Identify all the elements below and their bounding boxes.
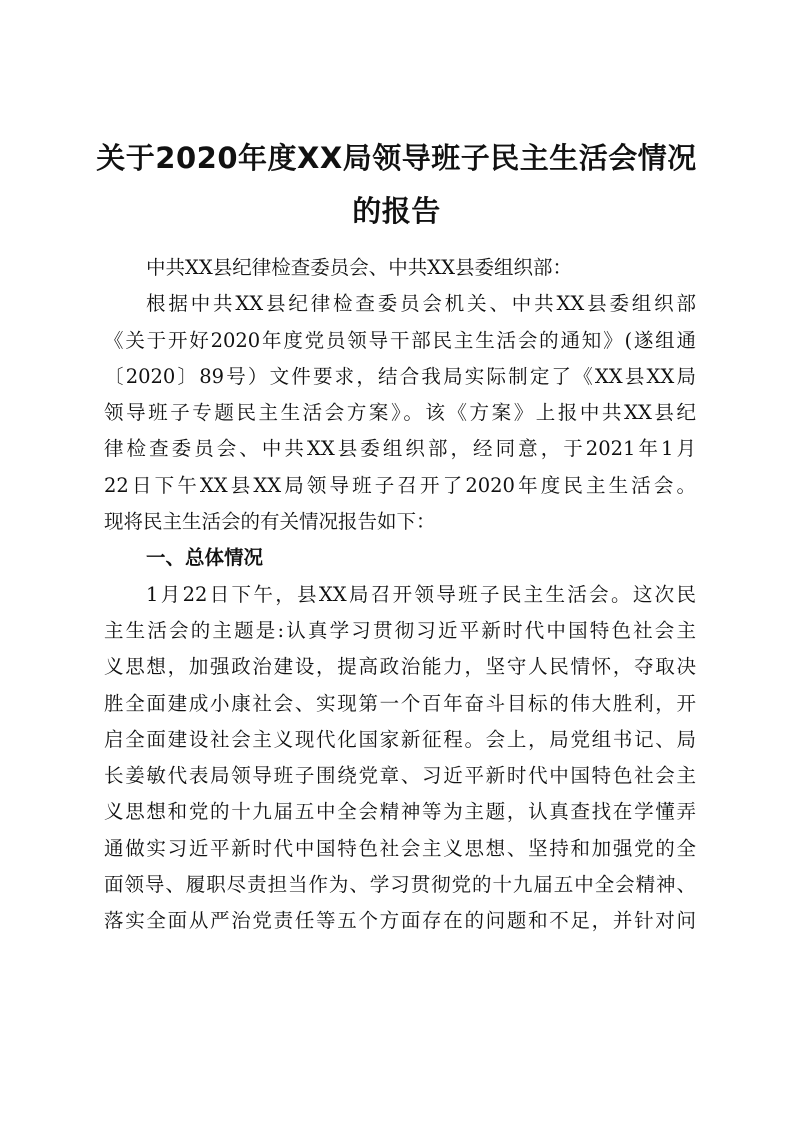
text-line: 面领导、履职尽责担当作为、学习贯彻党的十九届五中全会精神、 xyxy=(104,873,696,897)
paragraph-1 xyxy=(104,286,696,540)
document-title-line-1: 关于2020年度XX局领导班子民主生活会情况 xyxy=(96,141,697,175)
salutation: 中共XX县纪律检查委员会、中共XX县委组织部： xyxy=(146,256,573,279)
document-title-line-2: 的报告 xyxy=(352,194,441,228)
text-line: 现将民主生活会的有关情况报告如下： xyxy=(104,510,436,534)
text-line: 〔2020〕89号）文件要求，结合我局实际制定了《XX县XX局 xyxy=(104,364,696,388)
text-line: 义思想和党的十九届五中全会精神等为主题，认真查找在学懂弄 xyxy=(104,800,696,824)
text-line: 律检查委员会、中共XX县委组织部，经同意，于2021年1月 xyxy=(104,437,696,461)
text-line: 领导班子专题民主生活会方案》。该《方案》上报中共XX县纪 xyxy=(104,401,696,425)
text-line: 胜全面建成小康社会、实现第一个百年奋斗目标的伟大胜利，开 xyxy=(104,691,696,715)
text-line: 长姜敏代表局领导班子围绕党章、习近平新时代中国特色社会主 xyxy=(104,764,696,788)
text-line: 启全面建设社会主义现代化国家新征程。会上，局党组书记、局 xyxy=(104,727,696,751)
text-line: 通做实习近平新时代中国特色社会主义思想、坚持和加强党的全 xyxy=(104,836,696,860)
text-line: 《关于开好2020年度党员领导干部民主生活会的通知》(遂组通 xyxy=(104,328,696,352)
document-body xyxy=(104,250,696,940)
section-heading-overall: 一、总体情况 xyxy=(146,546,264,570)
text-line: 义思想，加强政治建设，提高政治能力，坚守人民情怀，夺取决 xyxy=(104,655,696,679)
text-line: 22日下午XX县XX局领导班子召开了2020年度民主生活会。 xyxy=(104,473,696,497)
text-line: 根据中共XX县纪律检查委员会机关、中共XX县委组织部 xyxy=(146,292,696,316)
text-line: 落实全面从严治党责任等五个方面存在的问题和不足，并针对问 xyxy=(104,909,696,933)
paragraph-2 xyxy=(104,577,696,940)
text-line: 1月22日下午，县XX局召开领导班子民主生活会。这次民 xyxy=(146,582,696,606)
text-line: 主生活会的主题是:认真学习贯彻习近平新时代中国特色社会主 xyxy=(104,618,696,642)
